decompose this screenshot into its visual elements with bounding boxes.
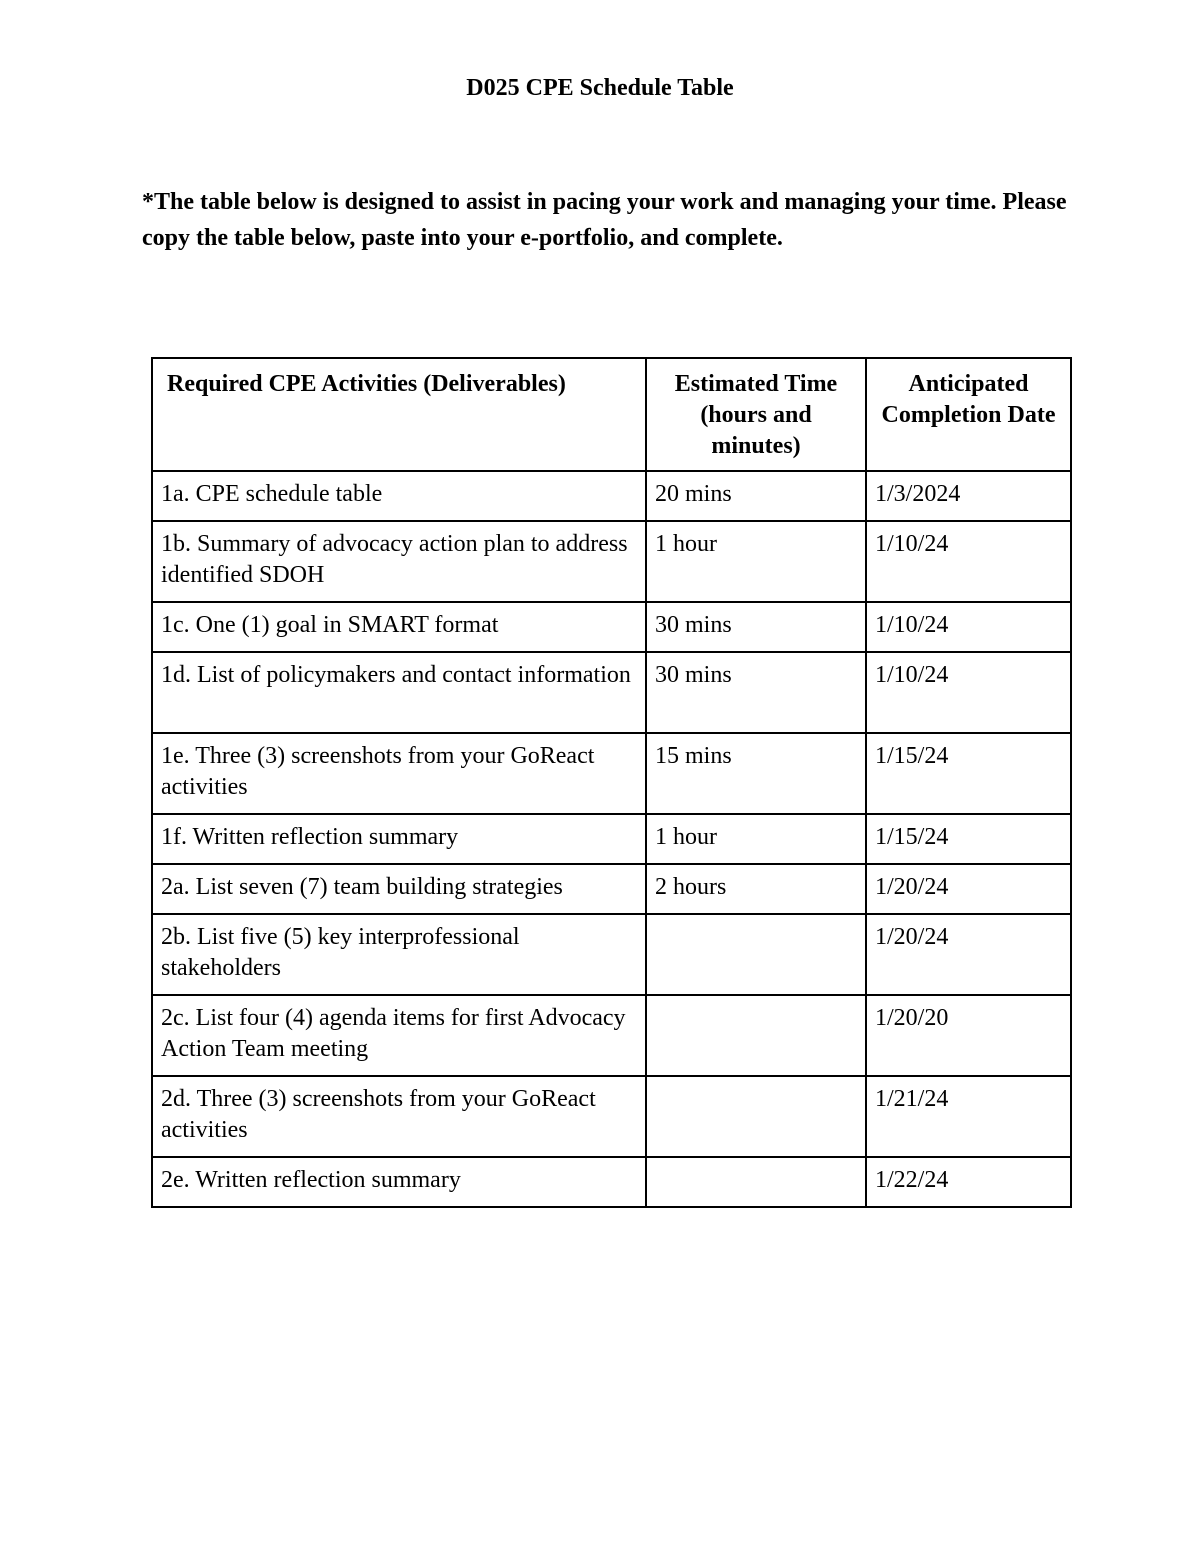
activity-cell: 2c. List four (4) agenda items for first Advocacy Action Team meeting (152, 995, 646, 1076)
date-cell: 1/20/24 (866, 914, 1071, 995)
intro-paragraph: *The table below is designed to assist in pacing your work and managing your time. Please copy the table below, paste into your e-portfolio, and complete. (142, 189, 1067, 251)
table-header-row (152, 358, 1071, 471)
time-cell: 30 mins (646, 652, 866, 733)
activity-cell: 1b. Summary of advocacy action plan to address identified SDOH (152, 521, 646, 602)
table-row (152, 1157, 1071, 1207)
date-cell: 1/22/24 (866, 1157, 1071, 1207)
table-row (152, 471, 1071, 521)
time-cell (646, 1157, 866, 1207)
activity-cell: 1f. Written reflection summary (152, 814, 646, 864)
table-row (152, 602, 1071, 652)
activity-cell: 1a. CPE schedule table (152, 471, 646, 521)
time-cell: 20 mins (646, 471, 866, 521)
date-cell: 1/20/20 (866, 995, 1071, 1076)
date-cell: 1/10/24 (866, 521, 1071, 602)
time-cell (646, 995, 866, 1076)
table-row (152, 733, 1071, 814)
date-cell: 1/21/24 (866, 1076, 1071, 1157)
table-row (152, 521, 1071, 602)
header-activities: Required CPE Activities (Deliverables) (152, 358, 646, 471)
date-cell: 1/20/24 (866, 864, 1071, 914)
time-cell (646, 1076, 866, 1157)
table-row (152, 914, 1071, 995)
date-cell: 1/10/24 (866, 602, 1071, 652)
date-cell: 1/15/24 (866, 814, 1071, 864)
time-cell: 1 hour (646, 521, 866, 602)
time-cell: 1 hour (646, 814, 866, 864)
date-cell: 1/15/24 (866, 733, 1071, 814)
header-completion-date: Anticipated Completion Date (866, 358, 1071, 471)
activity-cell: 1c. One (1) goal in SMART format (152, 602, 646, 652)
table-row (152, 1076, 1071, 1157)
date-cell: 1/3/2024 (866, 471, 1071, 521)
table-row (152, 995, 1071, 1076)
table-row (152, 864, 1071, 914)
header-estimated-time: Estimated Time (hours and minutes) (646, 358, 866, 471)
time-cell (646, 914, 866, 995)
date-cell: 1/10/24 (866, 652, 1071, 733)
table-row (152, 814, 1071, 864)
time-cell: 30 mins (646, 602, 866, 652)
time-cell: 15 mins (646, 733, 866, 814)
activity-cell: 1d. List of policymakers and contact information (152, 652, 646, 733)
activity-cell: 2d. Three (3) screenshots from your GoReact activities (152, 1076, 646, 1157)
cpe-schedule-table (151, 357, 1072, 1208)
time-cell: 2 hours (646, 864, 866, 914)
activity-cell: 2b. List five (5) key interprofessional stakeholders (152, 914, 646, 995)
page-title: D025 CPE Schedule Table (466, 75, 734, 101)
activity-cell: 2a. List seven (7) team building strategies (152, 864, 646, 914)
activity-cell: 1e. Three (3) screenshots from your GoReact activities (152, 733, 646, 814)
activity-cell: 2e. Written reflection summary (152, 1157, 646, 1207)
table-row (152, 652, 1071, 733)
